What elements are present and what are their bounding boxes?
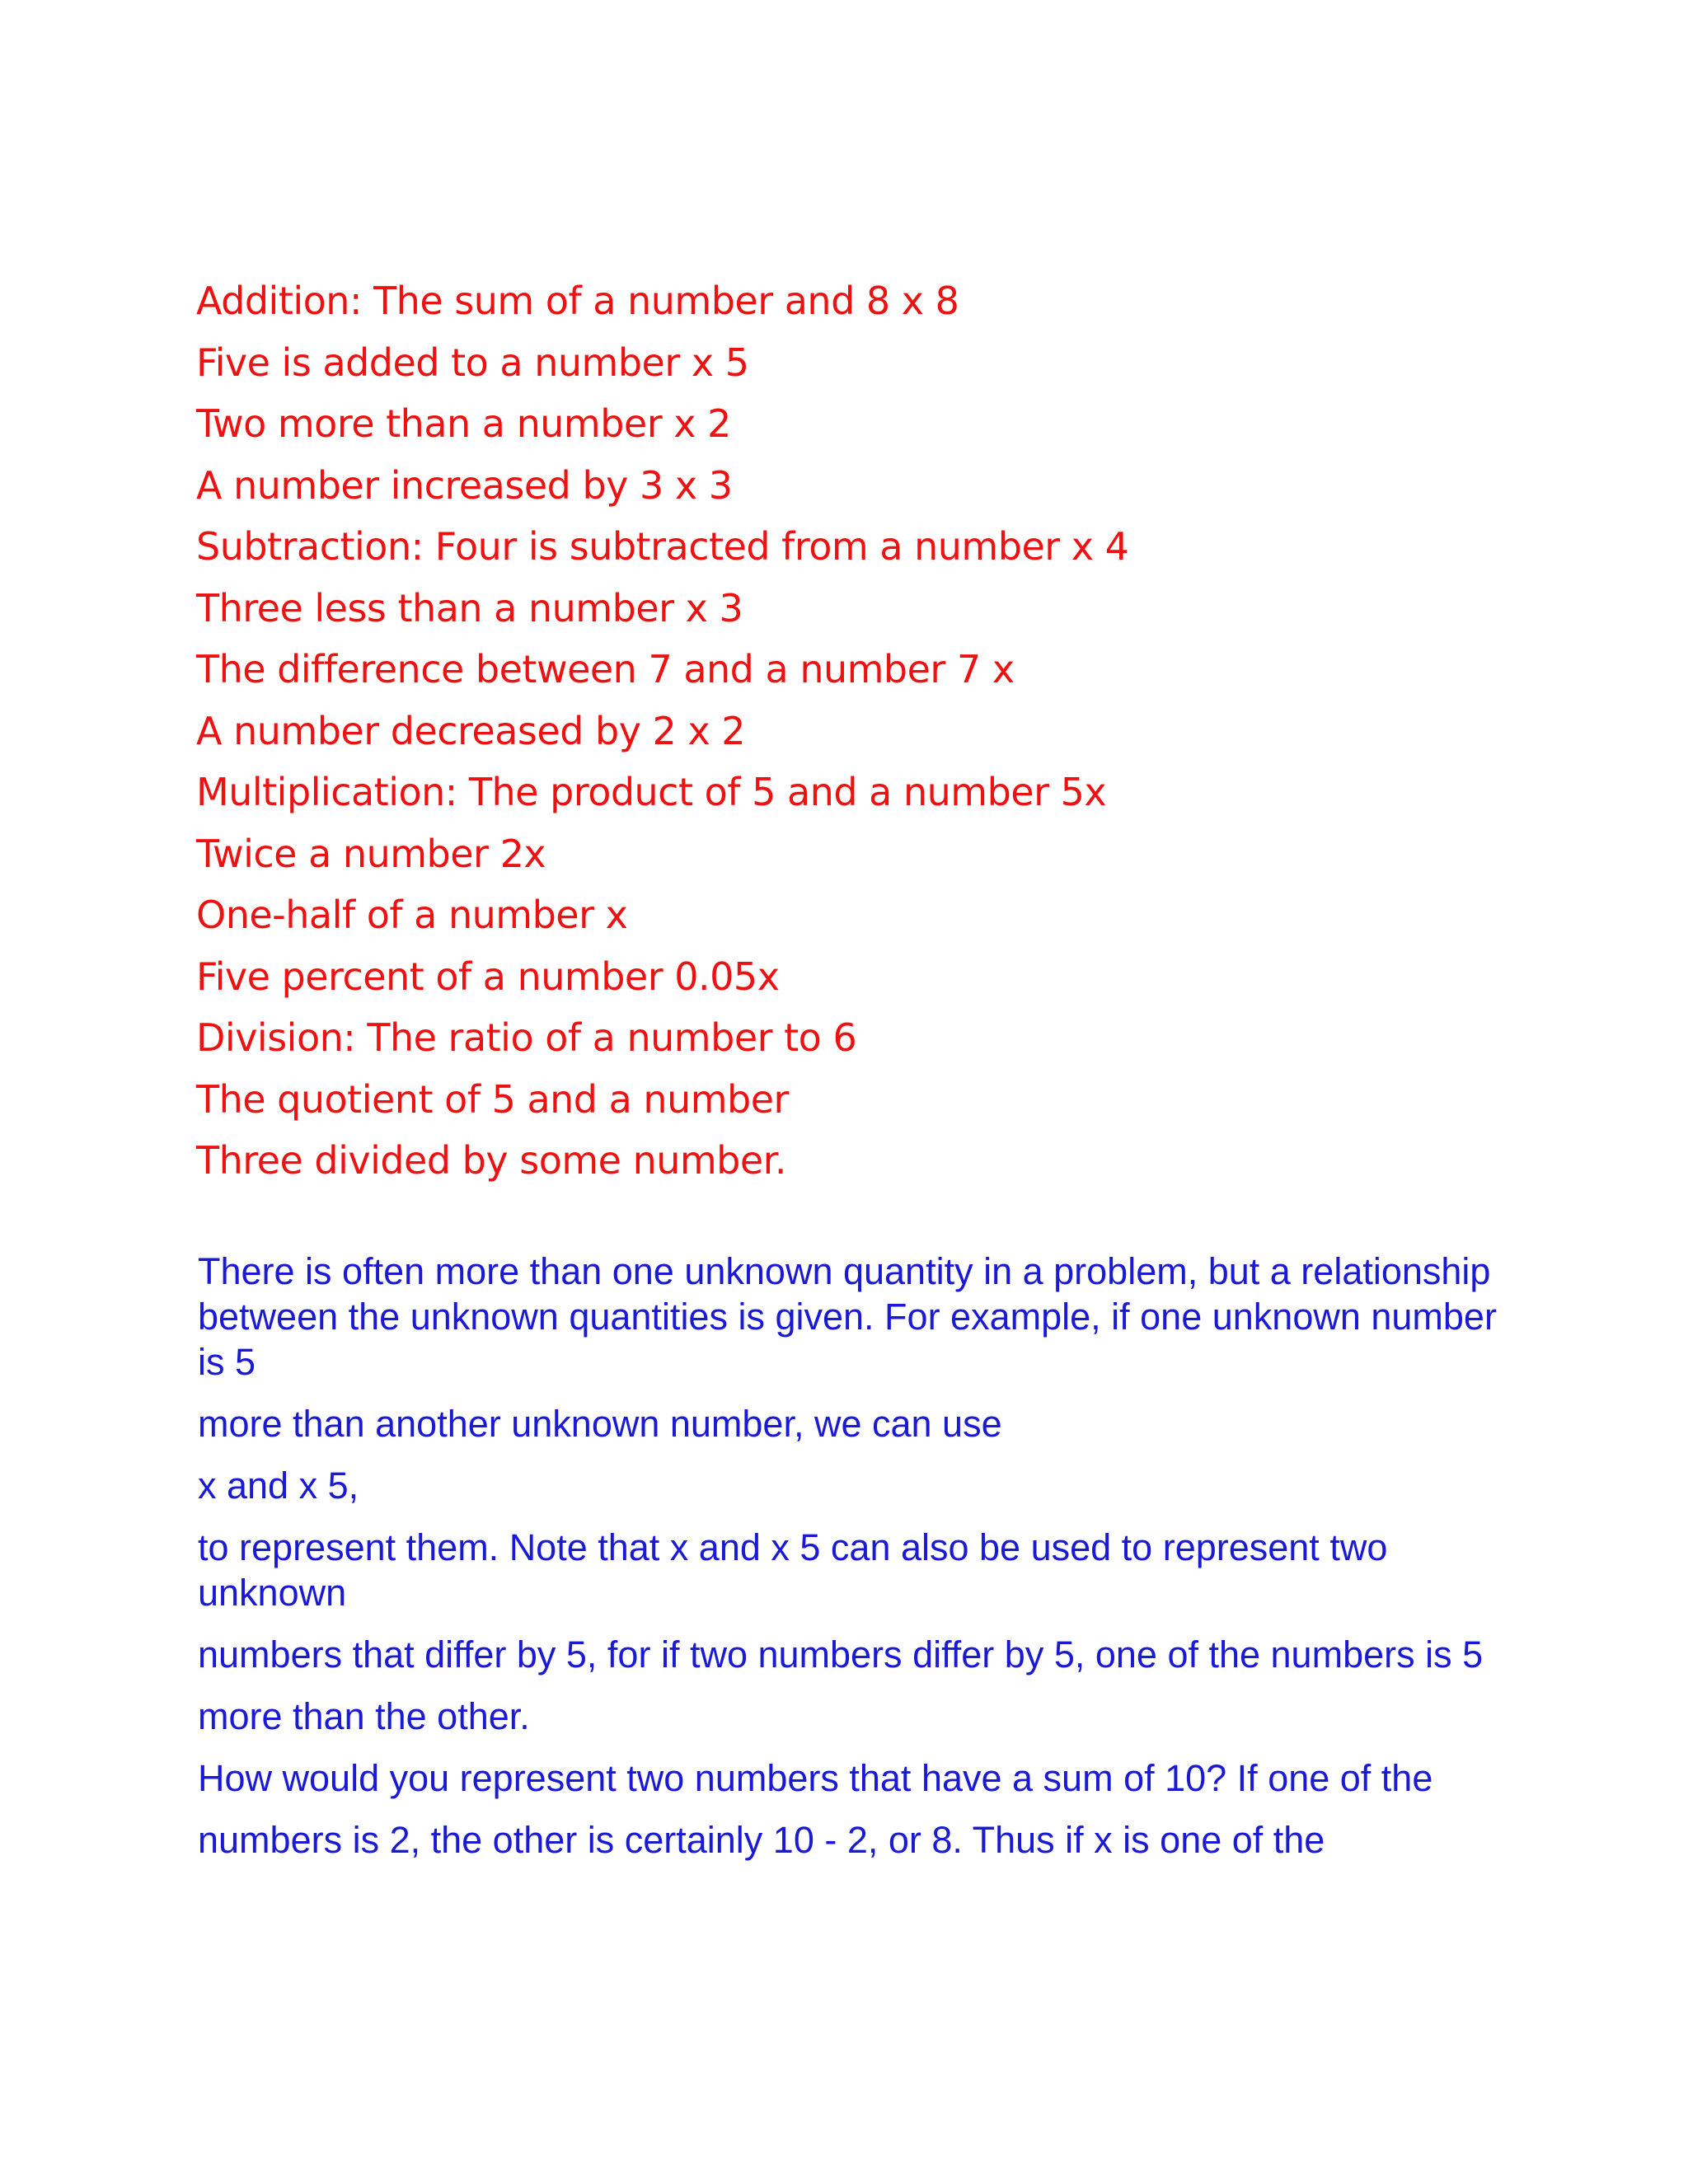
expression-line: A number decreased by 2 x 2 (196, 708, 746, 753)
expression-line: Three less than a number x 3 (196, 585, 743, 630)
expression-line: Five percent of a number 0.05x (196, 954, 780, 999)
expression-line: The difference between 7 and a number 7 x (196, 647, 1015, 691)
explanation-paragraph: There is often more than one unknown quantity in a problem, but a relationship between the unknown quantities is given. For example, if one unknown number is 5 (198, 1250, 1497, 1383)
explanation-paragraph: numbers that differ by 5, for if two numbers differ by 5, one of the numbers is 5 (198, 1633, 1484, 1675)
expression-line: Multiplication: The product of 5 and a number 5x (196, 770, 1107, 814)
expression-line: Addition: The sum of a number and 8 x 8 (196, 279, 959, 323)
explanation-paragraph: more than another unknown number, we can use (198, 1403, 1002, 1445)
expression-line: One-half of a number x (196, 893, 628, 937)
expression-line: Twice a number 2x (196, 831, 546, 876)
expression-line: A number increased by 3 x 3 (196, 462, 733, 508)
expression-line: The quotient of 5 and a number (196, 1076, 789, 1122)
handwritten-expression-list (196, 270, 1432, 1192)
expression-line: Subtraction: Four is subtracted from a number x 4 (196, 524, 1129, 569)
explanation-paragraph: to represent them. Note that x and x 5 can also be used to represent two unknown (198, 1526, 1388, 1614)
expression-line: Division: The ratio of a number to 6 (196, 1015, 857, 1060)
explanation-paragraph: How would you represent two numbers that have a sum of 10? If one of the (198, 1757, 1433, 1799)
explanation-paragraph: numbers is 2, the other is certainly 10 - 2, or 8. Thus if x is one of the (198, 1819, 1325, 1861)
expression-line: Three divided by some number. (196, 1138, 786, 1183)
explanation-paragraph: more than the other. (198, 1695, 530, 1737)
expression-line: Two more than a number x 2 (196, 401, 731, 446)
explanation-text (198, 1249, 1508, 1879)
explanation-paragraph: x and x 5, (198, 1465, 359, 1507)
expression-line: Five is added to a number x 5 (196, 340, 749, 385)
